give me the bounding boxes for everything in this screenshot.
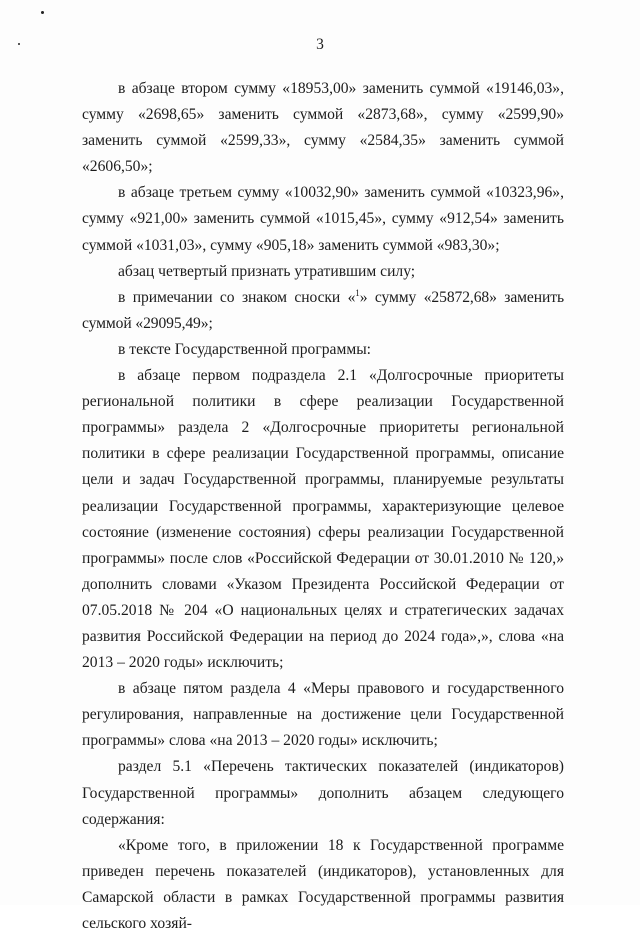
footnote-text-after: » сумму «25872,68» заменить суммой «29095,49»; bbox=[82, 288, 564, 332]
page-number: 3 bbox=[316, 36, 324, 53]
scan-speck bbox=[41, 11, 44, 14]
paragraph: абзац четвертый признать утратившим силу; bbox=[118, 262, 416, 280]
footnote-paragraph bbox=[82, 285, 564, 337]
document-body bbox=[82, 76, 564, 937]
paragraph: в абзаце первом подраздела 2.1 «Долгосрочные приоритеты региональной политики в сфере реализации Государственной программы» раздела 2 «Долгосрочные приоритеты региональной политики в сфере реализации Государственной программы, описание цели и задач Государственной программы, планируемые результаты реализации Государственной программы, характеризующие целевое состояние (изменение состояния) сферы реализации Государственной программы» после слов «Российской Федерации от 30.01.2010 № 120,» дополнить словами «Указом Президента Российской Федерации от 07.05.2018 № 204 «О национальных целях и стратегических задачах развития Российской Федерации на период до 2024 года»,», слова «на 2013 – 2020 годы» исключить; bbox=[82, 367, 564, 672]
footnote-mark: 1 bbox=[355, 287, 360, 298]
paragraph: «Кроме того, в приложении 18 к Государственной программе приведен перечень показателей (индикаторов), установленных для Самарской области в рамках Государственной программы развития сельского хозяй- bbox=[82, 836, 564, 932]
paragraph: в абзаце пятом раздела 4 «Меры правового и государственного регулирования, направленные на достижение цели Государственной программы» слова «на 2013 – 2020 годы» исключить; bbox=[82, 680, 564, 750]
paragraph: в тексте Государственной программы: bbox=[118, 340, 372, 358]
paragraph: в абзаце третьем сумму «10032,90» заменить суммой «10323,96», сумму «921,00» заменить суммой «1015,45», сумму «912,54» заменить суммой «1031,03», сумму «905,18» заменить суммой «983,30»; bbox=[82, 184, 564, 254]
paragraph: раздел 5.1 «Перечень тактических показателей (индикаторов) Государственной программы» дополнить абзацем следующего содержания: bbox=[82, 758, 564, 828]
footnote-text-before: в примечании со знаком сноски « bbox=[118, 288, 356, 306]
paragraph: в абзаце втором сумму «18953,00» заменить суммой «19146,03», сумму «2698,65» заменить суммой «2873,68», сумму «2599,90» заменить суммой «2599,33», сумму «2584,35» заменить суммой «2606,50»; bbox=[82, 80, 564, 176]
